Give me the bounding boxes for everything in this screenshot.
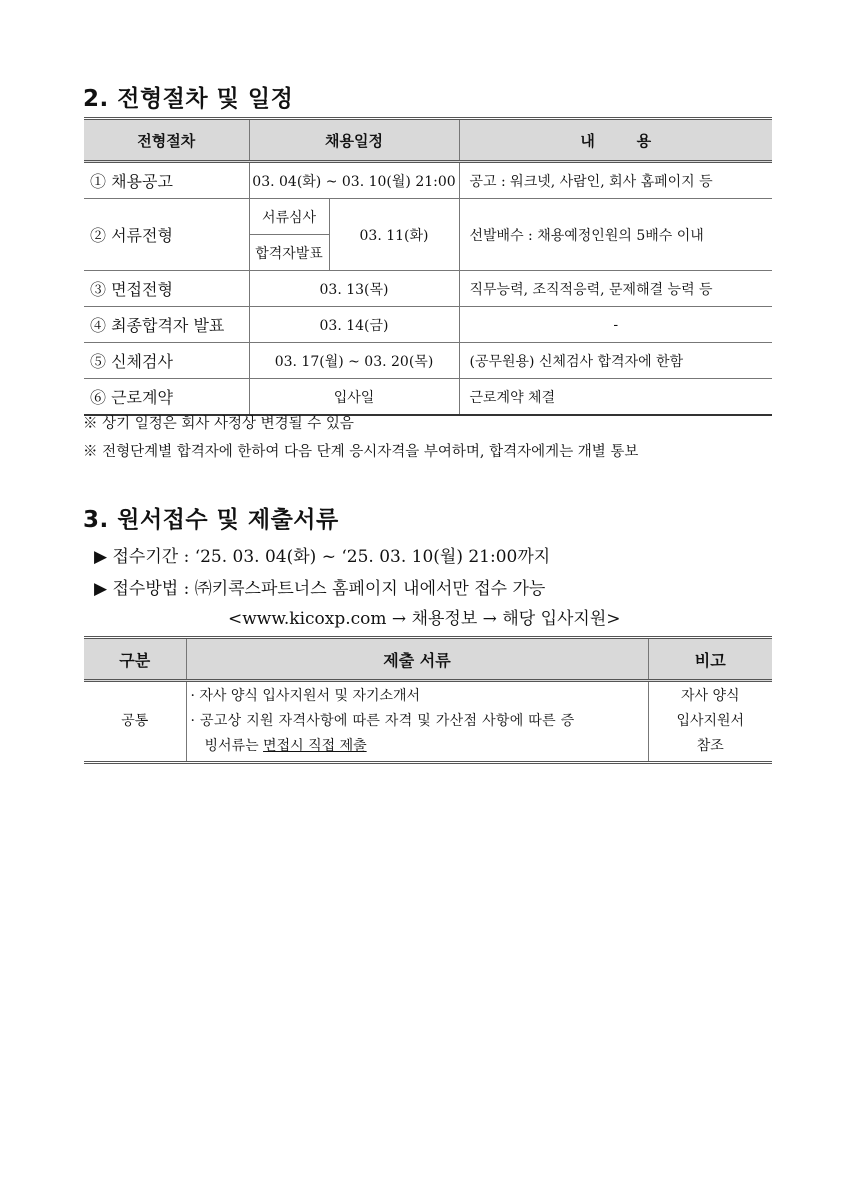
step-label: ④ 최종합격자 발표 xyxy=(84,307,249,343)
remark-line: 참조 xyxy=(696,738,724,754)
remark-line: 자사 양식 xyxy=(680,688,740,704)
doc-remarks xyxy=(648,681,772,763)
application-path: <www.kicoxp.com → 채용정보 → 해당 입사지원> xyxy=(228,609,621,629)
table-row xyxy=(84,162,772,199)
application-method: ▶ 접수방법 : ㈜키콕스파트너스 홈페이지 내에서만 접수 가능 xyxy=(94,579,546,599)
step-note: 선발배수 : 채용예정인원의 5배수 이내 xyxy=(459,199,772,271)
col-header-documents: 제출 서류 xyxy=(186,638,648,681)
doc-item-underlined: 면접시 직접 제출 xyxy=(263,738,367,754)
col-header-step: 전형절차 xyxy=(84,119,249,162)
step-date: 03. 11(화) xyxy=(329,199,459,271)
section3-title: 3. 원서접수 및 제출서류 xyxy=(83,507,339,533)
doc-item-continued xyxy=(191,734,648,759)
step-date: 03. 04(화) ~ 03. 10(월) 21:00 xyxy=(249,162,459,199)
table-row xyxy=(84,343,772,379)
table-row xyxy=(84,307,772,343)
remark-line: 입사지원서 xyxy=(676,713,745,729)
sub-step-announcement: 합격자발표 xyxy=(249,235,329,271)
col-header-date: 채용일정 xyxy=(249,119,459,162)
col-header-content: 내 용 xyxy=(459,119,772,162)
step-note: 직무능력, 조직적응력, 문제해결 능력 등 xyxy=(459,271,772,307)
step-label: ③ 면접전형 xyxy=(84,271,249,307)
step-label: ⑥ 근로계약 xyxy=(84,379,249,416)
step-note: - xyxy=(459,307,772,343)
step-label: ② 서류전형 xyxy=(84,199,249,271)
step-date: 03. 17(월) ~ 03. 20(목) xyxy=(249,343,459,379)
col-header-remarks: 비고 xyxy=(648,638,772,681)
documents-table xyxy=(84,636,772,764)
step-label: ⑤ 신체검사 xyxy=(84,343,249,379)
step-note: (공무원용) 신체검사 합격자에 한함 xyxy=(459,343,772,379)
table-row xyxy=(84,379,772,416)
step-note: 근로계약 체결 xyxy=(459,379,772,416)
application-period: ▶ 접수기간 : ‘25. 03. 04(화) ~ ‘25. 03. 10(월) 21:00까지 xyxy=(94,547,551,567)
schedule-table xyxy=(84,117,772,416)
doc-category: 공통 xyxy=(84,681,186,763)
doc-item-text: 빙서류는 xyxy=(204,738,264,754)
table-row xyxy=(84,681,772,763)
schedule-note: ※ 전형단계별 합격자에 한하여 다음 단계 응시자격을 부여하며, 합격자에게는 개별 통보 xyxy=(83,444,639,460)
step-date: 03. 13(목) xyxy=(249,271,459,307)
schedule-note: ※ 상기 일정은 회사 사정상 변경될 수 있음 xyxy=(83,416,354,432)
step-label: ① 채용공고 xyxy=(84,162,249,199)
doc-list xyxy=(186,681,648,763)
step-date: 03. 14(금) xyxy=(249,307,459,343)
step-note: 공고 : 워크넷, 사람인, 회사 홈페이지 등 xyxy=(459,162,772,199)
section2-title: 2. 전형절차 및 일정 xyxy=(83,86,294,112)
doc-item: · 공고상 지원 자격사항에 따른 자격 및 가산점 사항에 따른 증 xyxy=(190,713,575,729)
table-row xyxy=(84,199,772,235)
table-row xyxy=(84,271,772,307)
col-header-category: 구분 xyxy=(84,638,186,681)
step-date: 입사일 xyxy=(249,379,459,416)
doc-item: · 자사 양식 입사지원서 및 자기소개서 xyxy=(190,688,421,704)
sub-step-screening: 서류심사 xyxy=(249,199,329,235)
